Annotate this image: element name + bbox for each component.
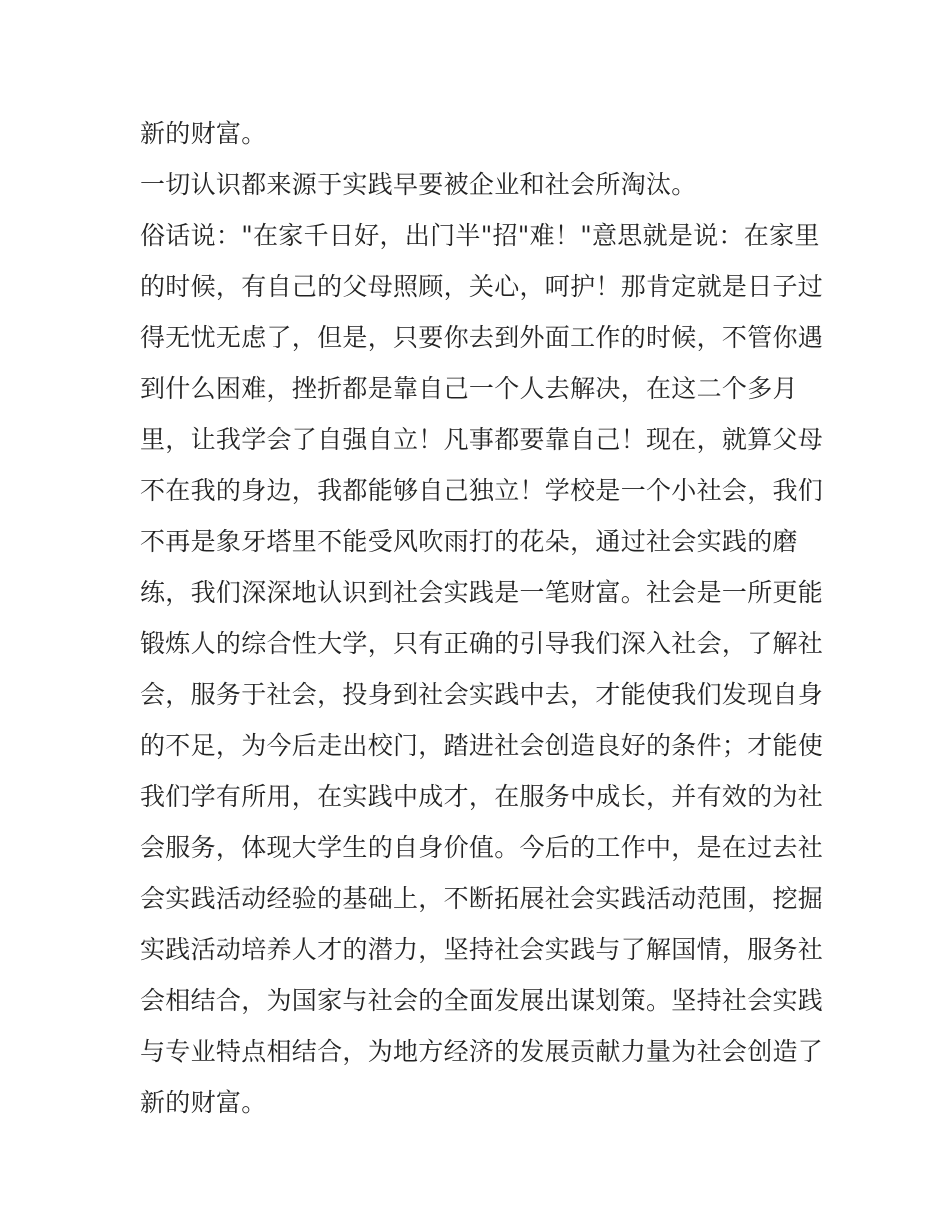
text-line: 会服务，体现大学生的自身价值。今后的工作中，是在过去社: [140, 833, 824, 862]
body-text: [140, 108, 824, 1128]
text-line: 到什么困难，挫折都是靠自己一个人去解决，在这二个多月: [140, 374, 798, 403]
text-line: 我们学有所用，在实践中成才，在服务中成长，并有效的为社: [140, 782, 824, 811]
text-line: 会实践活动经验的基础上，不断拓展社会实践活动范围，挖掘: [140, 884, 824, 913]
text-line: 俗话说："在家千日好，出门半"招"难！"意思就是说：在家里: [140, 221, 820, 250]
text-line: 不在我的身边，我都能够自己独立！学校是一个小社会，我们: [140, 476, 824, 505]
text-line: 锻炼人的综合性大学，只有正确的引导我们深入社会，了解社: [140, 629, 824, 658]
text-line: 里，让我学会了自强自立！凡事都要靠自己！现在，就算父母: [140, 425, 824, 454]
text-line: 的不足，为今后走出校门，踏进社会创造良好的条件；才能使: [140, 731, 824, 760]
text-line: 会相结合，为国家与社会的全面发展出谋划策。坚持社会实践: [140, 986, 824, 1015]
text-line: 练，我们深深地认识到社会实践是一笔财富。社会是一所更能: [140, 578, 824, 607]
text-line: 新的财富。: [140, 119, 267, 148]
text-line: 不再是象牙塔里不能受风吹雨打的花朵，通过社会实践的磨: [140, 527, 798, 556]
text-line: 会，服务于社会，投身到社会实践中去，才能使我们发现自身: [140, 680, 824, 709]
text-line: 实践活动培养人才的潜力，坚持社会实践与了解国情，服务社: [140, 935, 824, 964]
text-line: 的时候，有自己的父母照顾，关心，呵护！那肯定就是日子过: [140, 272, 824, 301]
text-line: 与专业特点相结合，为地方经济的发展贡献力量为社会创造了: [140, 1037, 824, 1066]
text-line: 一切认识都来源于实践早要被企业和社会所淘汰。: [140, 170, 697, 199]
text-line: 得无忧无虑了，但是，只要你去到外面工作的时候，不管你遇: [140, 323, 824, 352]
text-line: 新的财富。: [140, 1088, 267, 1117]
